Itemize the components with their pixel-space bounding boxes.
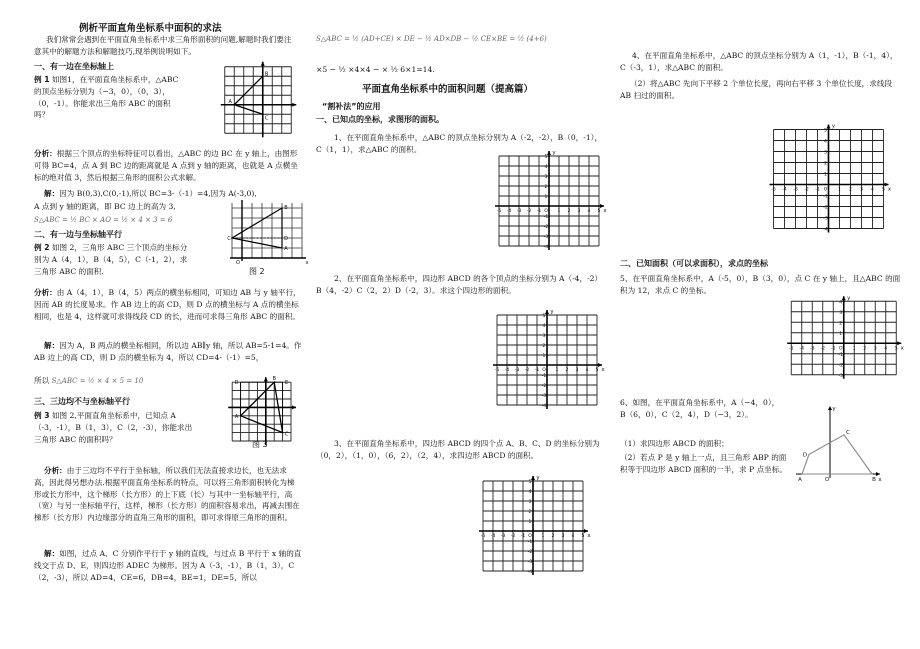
y-axis-arrow <box>261 62 265 66</box>
grid-q1 <box>488 145 606 263</box>
section3-heading: 三、三边均不与坐标轴平行 <box>34 397 130 406</box>
solution3-label: 解： <box>44 549 60 558</box>
y-tick-label: -1 <box>823 194 828 200</box>
y-tick-label: -2 <box>527 550 533 555</box>
question-5: 5、在平面直角坐标系中，A（-5，0），B（3，0），点 C 在 y 轴上，且△ABC 的面积为 12，求点 C 的坐标。 <box>620 274 901 295</box>
y-tick-label: 2 <box>528 510 532 515</box>
point-d-label: D <box>234 380 239 387</box>
x-tick-label: -2 <box>524 368 530 373</box>
x-tick-label: 2 <box>567 209 571 214</box>
formula-2: S△ABC = ½ × 4 × 5 = 10 <box>51 377 144 385</box>
solution3-paragraph: 解：如图，过点 A、C 分别作平行于 y 轴的直线，与过点 B 平行于 x 轴的直线交于点 D、E，则四边形 ADEC 为梯形。因为 A（-3，-1），B（1，3），C（2，-3），所以 AD=4，CE=6，DB=4，BE=1，DE=5，所以 <box>34 549 302 582</box>
point-a-label: A <box>284 246 288 252</box>
x-tick-label: 1 <box>852 346 856 352</box>
y-tick-label: -2 <box>543 225 549 230</box>
x-axis-label: x <box>587 533 591 539</box>
y-tick-label: 5 <box>544 155 548 160</box>
y-tick-label: 1 <box>528 520 532 525</box>
y-tick-label: -2 <box>541 384 547 389</box>
y-axis-label: y <box>831 123 836 130</box>
solution1-paragraph: 解：因为 B(0,3),C(0,-1),所以 BC=3-（-1）=4,因为 A(-3,0), <box>44 189 257 198</box>
x-axis-arrow <box>292 103 296 107</box>
x-tick-label: 2 <box>849 187 852 193</box>
y-tick-label: 2 <box>824 161 827 167</box>
solution1-label: 解： <box>44 189 60 198</box>
x-tick-label: -1 <box>520 534 526 539</box>
y-tick-label: 4 <box>528 490 532 495</box>
x-tick-label: -5 <box>496 209 502 214</box>
figure-3 <box>222 372 306 438</box>
point-b-label: B <box>872 477 876 483</box>
x-axis-arrow <box>876 472 880 476</box>
point-e-label: E <box>285 380 289 387</box>
y-axis-label: y <box>832 406 836 412</box>
question-4: 4、在平面直角坐标系中，△ABC 的顶点坐标分别为 A（1，-1），B（-1，4），C（-3，1），求△ABC 的面积。 <box>620 51 898 72</box>
example3-text: 例 3 如图 2,平面直角坐标系中，已知点 A（-3，-1），B（1，3），C（2，-3），你能求出三角形 ABC 的面积吗？ <box>34 411 193 444</box>
x-tick-label: -3 <box>514 368 520 373</box>
x-tick-label: -3 <box>516 209 522 214</box>
x-tick-label: 4 <box>585 368 589 373</box>
y-tick-label: -1 <box>541 374 547 379</box>
y-tick-label: 5 <box>824 128 827 134</box>
x-tick-label: -5 <box>480 534 486 539</box>
grid-q5-graph <box>780 290 906 390</box>
y-tick-label: 4 <box>544 165 548 170</box>
y-tick-label: 5 <box>528 480 532 485</box>
x-tick-label: 3 <box>860 187 863 193</box>
x-tick-label: -2 <box>820 346 826 352</box>
y-tick-label: 4 <box>839 300 843 306</box>
x-tick-label: 4 <box>871 187 874 193</box>
question-6: 6、如图，在平面直角坐标系中，A（−4，0），B（6，0），C（2，4），D（−3，2）。 <box>620 398 780 419</box>
point-a-label: A <box>228 98 232 105</box>
x-tick-label: 1 <box>555 368 559 373</box>
y-tick-label: -3 <box>527 560 533 565</box>
question-4b: （2）将△ABC 先向下平移 2 个单位长度，再向右平移 3 个单位长度，求线段 AB 扫过的面积。 <box>620 79 893 100</box>
figure-2-caption: 图 2 <box>249 267 265 276</box>
origin-label: O <box>824 477 830 483</box>
question-3: 3、在平面直角坐标系中，四边形 ABCD 的四个点 A、B、C、D 的坐标分别为（0，2），（1，0），（6，2），（2，4），求四边形 ABCD 的面积。 <box>316 439 600 460</box>
point-c-label: C <box>284 431 289 438</box>
y-tick-label: -3 <box>838 373 844 379</box>
y-tick-label: 3 <box>824 150 827 156</box>
x-tick-label: -4 <box>490 534 496 539</box>
y-axis-label: y <box>536 475 540 481</box>
x-axis-label: x <box>887 186 892 193</box>
example2-text: 例 2 如图 2，三角形 ABC 三个顶点的坐标分别为 A（4，1），B（4，5），C（-1，2），求三角形 ABC 的面积. <box>34 243 188 276</box>
x-tick-label: 5 <box>894 346 898 352</box>
x-tick-label: -5 <box>494 368 500 373</box>
x-tick-label: 5 <box>581 534 585 539</box>
analysis1-label: 分析： <box>34 149 57 158</box>
x-axis-label: x <box>601 367 605 373</box>
y-tick-label: -3 <box>541 394 547 399</box>
figure-2-graph <box>224 200 309 266</box>
example2-label: 例 2 <box>34 243 50 252</box>
x-tick-label: 2 <box>565 368 569 373</box>
x-axis-arrow <box>292 405 296 409</box>
x-tick-label: 3 <box>577 209 581 214</box>
point-c-label: C <box>265 115 269 122</box>
y-tick-label: 1 <box>824 172 827 178</box>
x-tick-label: -1 <box>536 209 542 214</box>
x-tick-label: -2 <box>804 187 809 193</box>
question-1: 1、在平面直角坐标系中，△ABC 的顶点坐标分别为 A（-2，-2），B（0，-1），C（1，1），求△ABC 的面积。 <box>316 133 603 154</box>
x-tick-label: 4 <box>587 209 591 214</box>
grid-q3-graph <box>472 470 590 588</box>
figure-3-graph <box>222 372 306 438</box>
origin-label: O <box>542 368 546 373</box>
x-tick-label: -5 <box>788 346 794 352</box>
point-a-label: A <box>234 413 239 420</box>
y-tick-label: 3 <box>544 175 548 180</box>
y-axis-arrow <box>531 476 535 480</box>
y-tick-label: -1 <box>543 215 549 220</box>
x-tick-label: -3 <box>793 187 798 193</box>
y-axis-arrow <box>545 310 549 314</box>
grid-q2 <box>486 304 604 422</box>
analysis1-paragraph: 分析：根据三个顶点的坐标特征可以看出，△ABC 的边 BC 在 y 轴上，由图形可得 BC=4，点 A 到 BC 边的距离就是 A 点到 y 轴的距离，也就是 A 点横坐标的绝对值 3，然后根据三角形的面积公式求解。 <box>34 149 298 182</box>
formula-2-line: 所以 S△ABC = ½ × 4 × 5 = 10 <box>34 376 144 385</box>
grid-q3 <box>472 470 590 588</box>
y-tick-label: 2 <box>544 185 548 190</box>
section1-heading: 一、有一边在坐标轴上 <box>34 62 114 71</box>
top-formula-2: ×5 − ½ ×4×4 − × ½ 6×1=14. <box>316 65 435 74</box>
x-tick-label: -3 <box>500 534 506 539</box>
heading-known-points: 一、已知点的坐标，求图形的面积。 <box>316 115 444 124</box>
solution1-cont: A 点到 y 轴的距离，即 BC 边上的高为 3, <box>34 202 176 211</box>
x-tick-label: -2 <box>510 534 516 539</box>
y-tick-label: 4 <box>542 324 546 329</box>
y-axis-arrow <box>547 151 551 155</box>
figure-2 <box>224 200 309 266</box>
x-tick-label: -4 <box>506 209 512 214</box>
grid-q2-graph <box>486 304 604 422</box>
point-d-label: D <box>284 236 288 242</box>
x-axis-label: x <box>603 208 607 214</box>
y-tick-label: 1 <box>544 195 548 200</box>
point-a-label: A <box>798 477 802 483</box>
solution2-label: 解： <box>44 341 60 350</box>
point-c-label: C <box>227 236 231 242</box>
x-tick-label: 3 <box>575 368 579 373</box>
x-tick-label: 3 <box>561 534 565 539</box>
x-tick-label: -5 <box>771 187 776 193</box>
x-tick-label: 1 <box>541 534 545 539</box>
y-tick-label: -4 <box>527 570 533 575</box>
y-tick-label: -3 <box>823 216 828 222</box>
figure-q6-graph <box>792 402 884 484</box>
top-formula: S△ABC = ½ (AD+CE) × DE − ½ AD×DB − ½ CE×BE = ½ (4+6) <box>316 35 547 43</box>
origin-label: O <box>823 187 828 193</box>
origin-label: O <box>528 534 532 539</box>
middle-subtitle: “割补法”的应用 <box>322 102 381 111</box>
y-tick-label: 2 <box>542 344 546 349</box>
y-tick-label: -4 <box>541 404 547 409</box>
x-tick-label: 5 <box>595 368 599 373</box>
point-b-label: B <box>265 71 269 78</box>
middle-title: 平面直角坐标系中的面积问题（提高篇） <box>362 84 534 95</box>
x-axis-label: x <box>878 477 882 483</box>
figure-q6 <box>792 402 884 488</box>
x-tick-label: -4 <box>504 368 510 373</box>
y-axis-arrow <box>827 125 831 129</box>
analysis3-paragraph: 分析：由于三边均不平行于坐标轴，所以我们无法直接求边长，也无法求高，因此得另想办法.根据平面直角坐标系的特点，可以将三角形面积转化为梯形或长方形中，这个梯形（长方形）的上下底（长）与其中一坐标轴平行，高（宽）与另一坐标轴平行，这样，梯形（长方形）的面积容易求出，再减去围在梯形（长方形）内边缘部分的直角三角形的面积，即可求得原三角形的面积。 <box>34 466 300 523</box>
grid-q1-graph <box>488 145 606 263</box>
x-tick-label: 3 <box>873 346 877 352</box>
y-tick-label: -1 <box>838 352 844 358</box>
question-2: 2、在平面直角坐标系中，四边形 ABCD 的各个顶点的坐标分别为 A（-4，-2）B（4，-2）C（2，2）D（-2，3）。求这个四边形的面积。 <box>316 274 603 295</box>
formula-1: S△ABC = ½ BC × AO = ½ × 4 × 3 = 6 <box>34 216 173 224</box>
origin-label: O <box>838 346 843 352</box>
question-6b: （2）若点 P 是 y 轴上一点，且三角形 ABP 的面积等于四边形 ABCD 面积的一半，求 P 点坐标。 <box>620 453 787 474</box>
y-axis-arrow <box>842 296 846 300</box>
y-axis-label: y <box>552 150 556 156</box>
y-tick-label: -2 <box>823 205 828 211</box>
analysis2-paragraph: 分析：由 A（4，1），B（4，5）两点的横坐标相同，可知边 AB 与 y 轴平行，因而 AB 的长度易求。作 AB 边上的高 CD，则 D 点的横坐标与 A 点的横坐标相同，也是 4，这样就可求得线段 CD 的长，进而可求得三角形 ABC 的面积。 <box>34 288 301 321</box>
x-tick-label: -3 <box>809 346 815 352</box>
y-tick-label: 3 <box>542 334 546 339</box>
x-tick-label: 1 <box>557 209 561 214</box>
quadrilateral-abcd <box>802 435 872 474</box>
x-tick-label: -2 <box>526 209 532 214</box>
y-tick-label: -1 <box>527 540 533 545</box>
x-tick-label: 2 <box>863 346 867 352</box>
y-tick-label: -3 <box>543 235 549 240</box>
y-axis-label: y <box>550 309 554 315</box>
figure-1-graph <box>214 56 304 151</box>
x-tick-label: 4 <box>884 346 888 352</box>
heading-known-area: 二、已知面积（可以求面积），求点的坐标 <box>620 259 768 268</box>
x-tick-label: 1 <box>838 187 841 193</box>
x-tick-label: 5 <box>597 209 601 214</box>
y-tick-label: 3 <box>839 310 843 316</box>
x-tick-label: 2 <box>551 534 555 539</box>
point-c-label: C <box>846 429 850 436</box>
origin-label: O <box>236 260 240 266</box>
x-tick-label: 5 <box>882 187 885 193</box>
grid-q4-graph <box>762 118 890 240</box>
intro-paragraph: 我们常常会遇到在平面直角坐标系中求三角形面积的问题,解题时我们要注意其中的解题方法和解题技巧,现举例说明如下。 <box>34 35 292 56</box>
x-tick-label: -1 <box>830 346 836 352</box>
y-tick-label: 1 <box>542 354 546 359</box>
example3-label: 例 3 <box>34 411 50 420</box>
point-b-label: B <box>272 376 276 383</box>
x-tick-label: -4 <box>782 187 787 193</box>
x-tick-label: -1 <box>815 187 820 193</box>
left-title: 例析平面直角坐标系中面积的求法 <box>79 23 222 34</box>
origin-label: O <box>544 209 548 214</box>
x-tick-label: -4 <box>799 346 805 352</box>
y-tick-label: -4 <box>823 227 828 233</box>
x-tick-label: 4 <box>571 534 575 539</box>
y-tick-label: 2 <box>839 321 843 327</box>
solution2-paragraph: 解：因为 A，B 两点的横坐标相同，所以边 AB∥y 轴，所以 AB=5-1=4。作 AB 边上的高 CD，则 D 点的横坐标为 4，所以 CD=4-（-1）=5， <box>34 341 302 362</box>
y-tick-label: 3 <box>528 500 532 505</box>
figure-3-caption: 图 3 <box>252 440 268 449</box>
y-tick-label: 1 <box>839 331 843 337</box>
y-tick-label: 4 <box>824 139 827 145</box>
y-tick-label: 5 <box>542 314 546 319</box>
grid-q5 <box>780 290 906 390</box>
analysis3-label: 分析： <box>44 466 67 475</box>
x-axis-label: x <box>900 345 904 352</box>
example1-text: 例 1 如图1，在平面直角坐标系中，△ABC 的顶点坐标分别为（−3，0），（0，3），（0，-1）。你能求出三角形 ABC 的面积吗？ <box>34 75 179 120</box>
y-axis-arrow <box>264 377 268 381</box>
y-tick-label: -4 <box>543 245 549 250</box>
x-tick-label: -1 <box>534 368 540 373</box>
x-axis-label: x <box>305 260 309 266</box>
y-tick-label: -2 <box>838 363 844 369</box>
section2-heading: 二、有一边与坐标轴平行 <box>34 230 122 239</box>
question-6a: （1）求四边形 ABCD 的面积； <box>620 439 729 448</box>
point-d-label: D <box>802 452 808 459</box>
example1-label: 例 1 <box>34 75 50 84</box>
grid-q4 <box>762 118 890 240</box>
figure-1 <box>214 56 304 151</box>
y-axis-label: y <box>847 295 851 302</box>
analysis2-label: 分析： <box>34 288 57 297</box>
point-b-label: B <box>284 205 288 211</box>
